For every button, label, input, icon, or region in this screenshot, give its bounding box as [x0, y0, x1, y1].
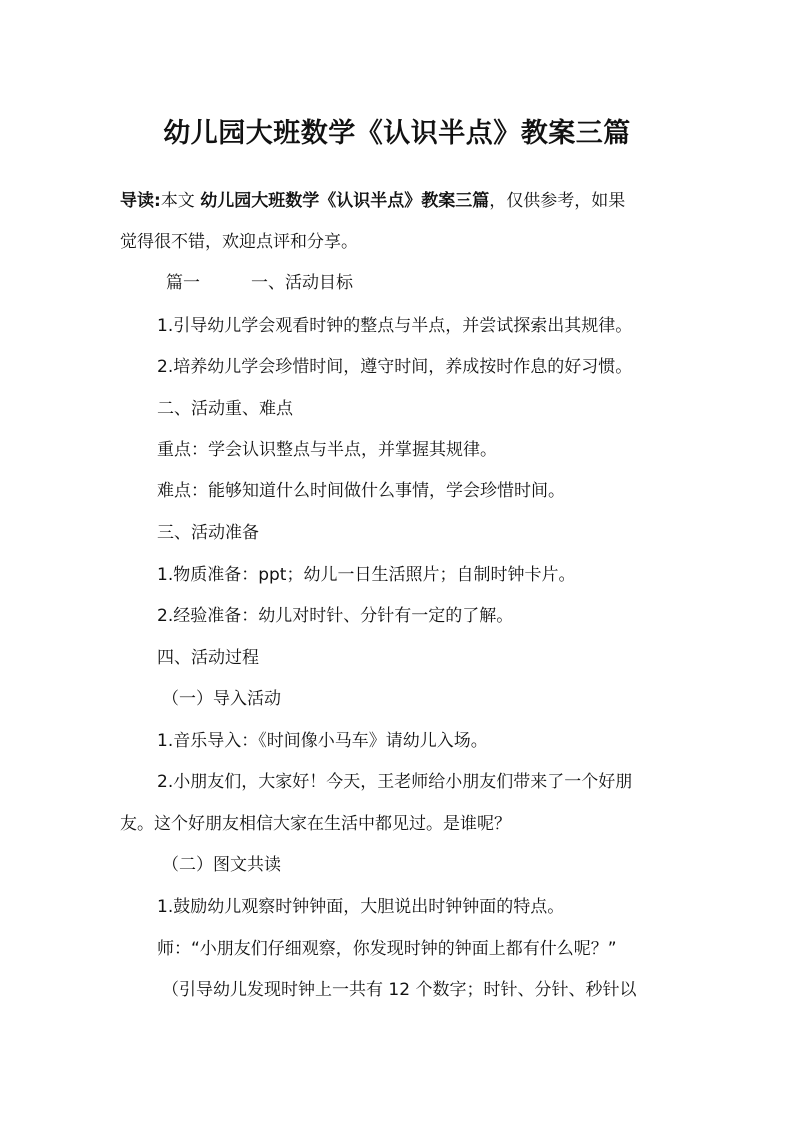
body-line: 师：“小朋友们仔细观察，你发现时钟的钟面上都有什么呢？” — [157, 939, 617, 959]
body-line: （引导幼儿发现时钟上一共有 12 个数字；时针、分针、秒针以 — [162, 980, 637, 1000]
body-line: 三、活动准备 — [157, 523, 259, 543]
body-line: 2.经验准备：幼儿对时针、分针有一定的了解。 — [157, 606, 514, 626]
body-line: （一）导入活动 — [162, 689, 281, 709]
body-line: 难点：能够知道什么时间做什么事情，学会珍惜时间。 — [157, 481, 565, 501]
body-line: 二、活动重、难点 — [157, 399, 293, 419]
intro-line-1 — [120, 181, 680, 222]
body-line: （二）图文共读 — [162, 855, 281, 875]
section-heading: 一、活动目标 — [251, 273, 353, 293]
document-title: 幼儿园大班数学《认识半点》教案三篇 — [163, 118, 631, 149]
intro-bold-title: 幼儿园大班数学《认识半点》教案三篇 — [200, 191, 490, 211]
body-line: 友。这个好朋友相信大家在生活中都见过。是谁呢？ — [120, 814, 511, 834]
section-label: 篇一 — [166, 273, 200, 293]
body-line: 重点：学会认识整点与半点，并掌握其规律。 — [157, 440, 497, 460]
body-line: 四、活动过程 — [157, 648, 259, 668]
intro-line1-after: ，仅供参考，如果 — [489, 191, 626, 211]
body-line: 1.物质准备：ppt；幼儿一日生活照片；自制时钟卡片。 — [157, 565, 576, 585]
body-line: 1.音乐导入：《时间像小马车》请幼儿入场。 — [157, 731, 488, 751]
body-line: 1.引导幼儿学会观看时钟的整点与半点，并尝试探索出其规律。 — [157, 316, 633, 336]
intro-line-2: 觉得很不错，欢迎点评和分享。 — [120, 232, 358, 252]
intro-label: 导读: — [120, 191, 161, 211]
body-line: 2.培养幼儿学会珍惜时间，遵守时间，养成按时作息的好习惯。 — [157, 357, 633, 377]
body-line: 2.小朋友们，大家好！今天，王老师给小朋友们带来了一个好朋 — [157, 772, 633, 792]
body-line: 1.鼓励幼儿观察时钟钟面，大胆说出时钟钟面的特点。 — [157, 897, 565, 917]
intro-text-before: 本文 — [160, 191, 201, 211]
